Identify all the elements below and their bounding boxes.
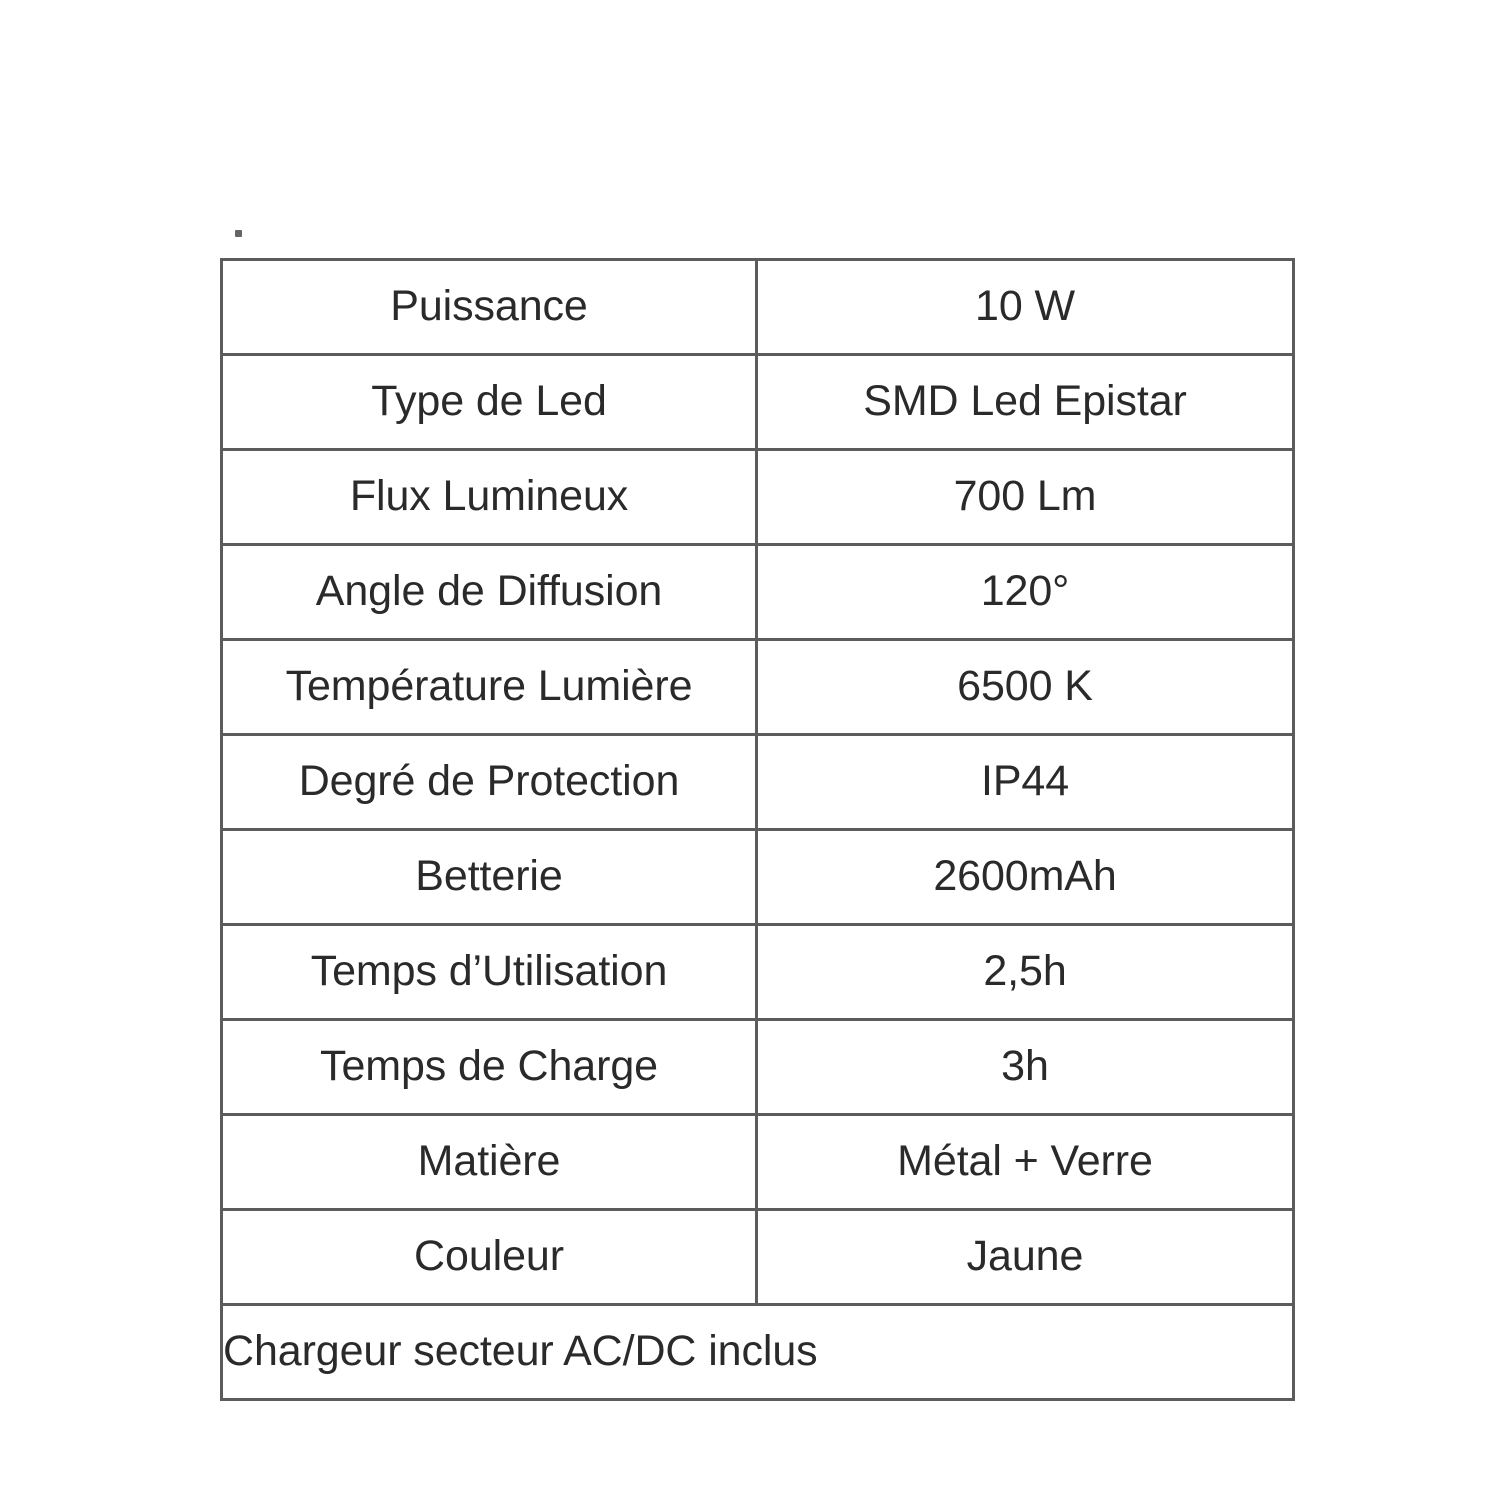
spec-label: Température Lumière bbox=[222, 640, 757, 735]
table-row bbox=[222, 450, 1294, 545]
table-row-footnote bbox=[222, 1305, 1294, 1400]
stray-dot-mark bbox=[235, 230, 242, 237]
spec-label: Temps d’Utilisation bbox=[222, 925, 757, 1020]
spec-footnote: Chargeur secteur AC/DC inclus bbox=[222, 1305, 1294, 1400]
spec-label: Matière bbox=[222, 1115, 757, 1210]
spec-table-body bbox=[222, 260, 1294, 1400]
spec-label: Degré de Protection bbox=[222, 735, 757, 830]
spec-value: 10 W bbox=[757, 260, 1294, 355]
spec-value: SMD Led Epistar bbox=[757, 355, 1294, 450]
spec-label: Flux Lumineux bbox=[222, 450, 757, 545]
table-row bbox=[222, 1210, 1294, 1305]
spec-value: Métal + Verre bbox=[757, 1115, 1294, 1210]
table-row bbox=[222, 1020, 1294, 1115]
table-row bbox=[222, 1115, 1294, 1210]
spec-value: Jaune bbox=[757, 1210, 1294, 1305]
spec-label: Couleur bbox=[222, 1210, 757, 1305]
spec-value: 120° bbox=[757, 545, 1294, 640]
table-row bbox=[222, 260, 1294, 355]
spec-label: Angle de Diffusion bbox=[222, 545, 757, 640]
spec-value: 3h bbox=[757, 1020, 1294, 1115]
spec-value: 700 Lm bbox=[757, 450, 1294, 545]
table-row bbox=[222, 735, 1294, 830]
spec-label: Puissance bbox=[222, 260, 757, 355]
table-row bbox=[222, 830, 1294, 925]
spec-value: 2,5h bbox=[757, 925, 1294, 1020]
table-row bbox=[222, 355, 1294, 450]
table-row bbox=[222, 925, 1294, 1020]
table-row bbox=[222, 640, 1294, 735]
spec-value: IP44 bbox=[757, 735, 1294, 830]
product-specification-table bbox=[220, 258, 1295, 1401]
spec-label: Betterie bbox=[222, 830, 757, 925]
spec-value: 6500 K bbox=[757, 640, 1294, 735]
spec-label: Temps de Charge bbox=[222, 1020, 757, 1115]
table-row bbox=[222, 545, 1294, 640]
spec-label: Type de Led bbox=[222, 355, 757, 450]
spec-value: 2600mAh bbox=[757, 830, 1294, 925]
